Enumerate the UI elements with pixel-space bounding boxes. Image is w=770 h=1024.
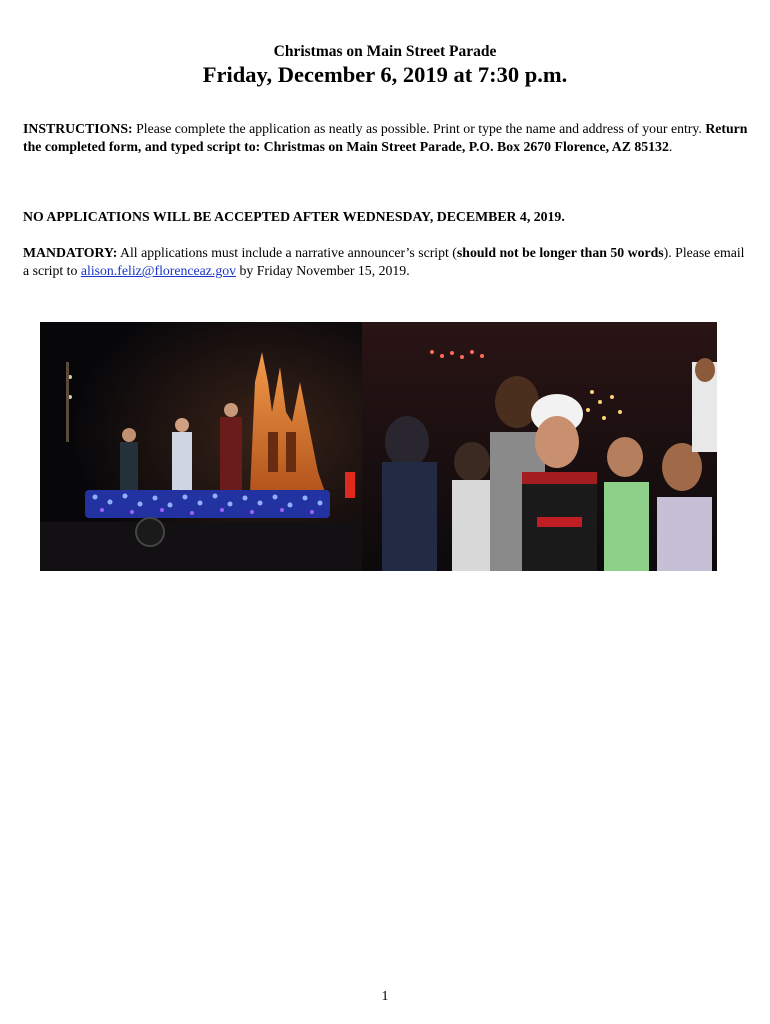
children-photo bbox=[362, 322, 717, 571]
page-number: 1 bbox=[381, 989, 389, 1004]
word-limit-text: should not be longer than 50 words bbox=[456, 245, 664, 260]
mandatory-deadline-text: by Friday November 15, 2019. bbox=[236, 263, 410, 278]
parade-float-photo bbox=[40, 322, 362, 571]
instructions-end: . bbox=[668, 139, 673, 154]
return-address-text: Return the completed form, and typed script to: Christmas on Main Street Parade, P.O. Box 2670 Florence, AZ 85132 bbox=[23, 121, 748, 154]
event-subtitle: Christmas on Main Street Parade bbox=[273, 43, 497, 60]
instructions-text: Please complete the application as neatly as possible. Print or type the name and address of your entry. bbox=[132, 121, 706, 136]
event-title: Friday, December 6, 2019 at 7:30 p.m. bbox=[202, 62, 568, 87]
email-link[interactable]: alison.feliz@florenceaz.gov bbox=[80, 263, 237, 278]
mandatory-paragraph bbox=[23, 244, 748, 280]
instructions-paragraph bbox=[23, 120, 748, 156]
instructions-label: INSTRUCTIONS: bbox=[23, 121, 133, 136]
mandatory-text-2: ). Please email a script to bbox=[23, 245, 745, 278]
mandatory-label: MANDATORY: bbox=[23, 245, 118, 260]
deadline-notice: NO APPLICATIONS WILL BE ACCEPTED AFTER WEDNESDAY, DECEMBER 4, 2019. bbox=[23, 209, 565, 224]
parade-float-illustration bbox=[40, 322, 362, 571]
mandatory-text: All applications must include a narrative announcer’s script ( bbox=[117, 245, 457, 260]
children-illustration bbox=[362, 322, 717, 571]
